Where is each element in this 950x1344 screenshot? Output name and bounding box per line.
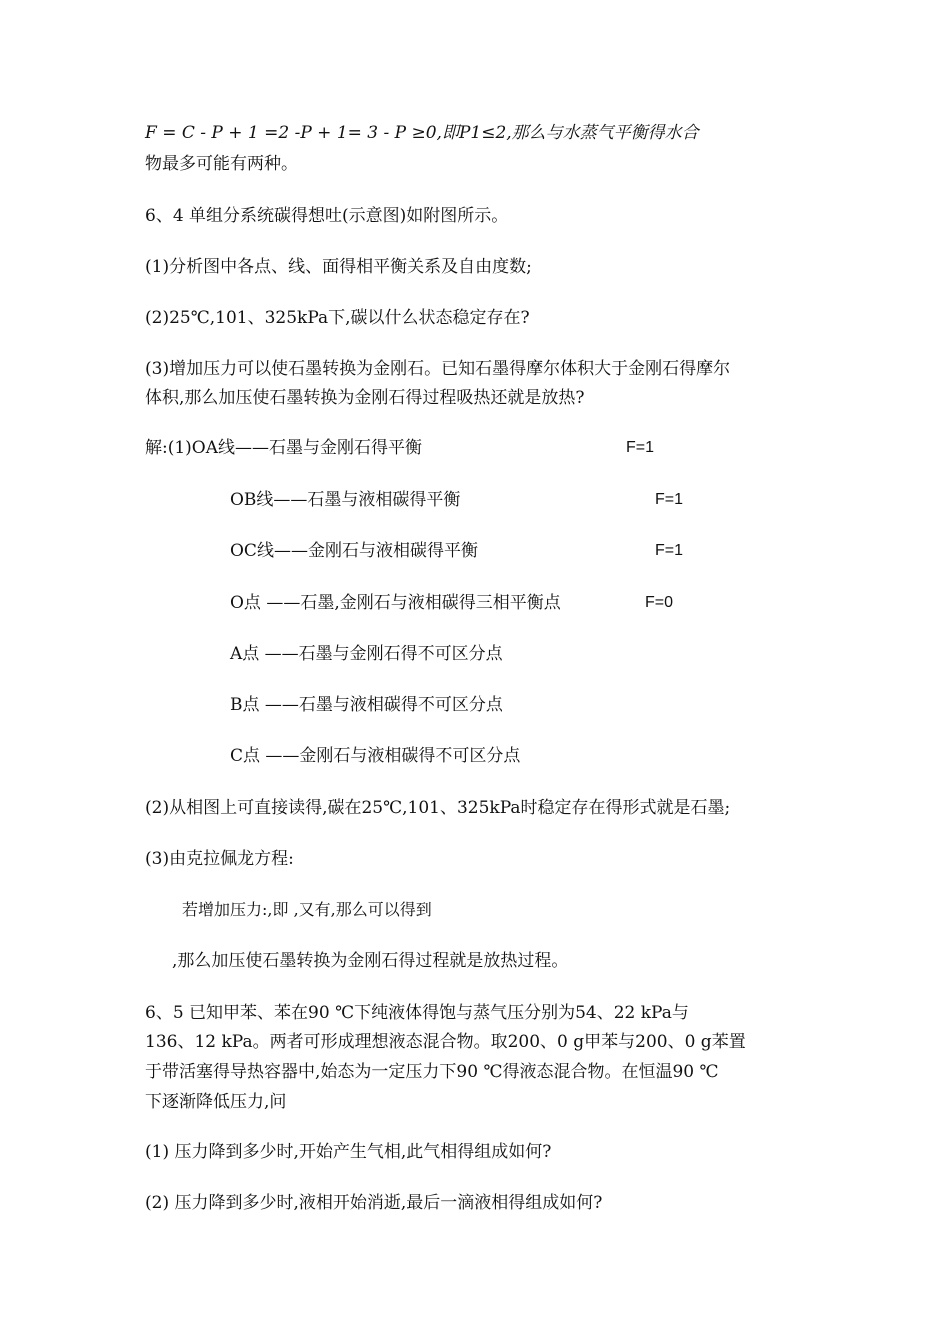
question-6-5-part-2: (2) 压力降到多少时,液相开始消逝,最后一滴液相得组成如何? (145, 1193, 603, 1213)
question-6-5-line-2: 136、12 kPa。两者可形成理想液态混合物。取200、0 g甲苯与200、0 g苯置 (145, 1032, 746, 1052)
solution-ob-line: OB线——石墨与液相碳得平衡 (230, 490, 461, 510)
phase-rule-text: F = C - P + 1 =2 -P + 1= 3 - P ≥0,即P1≤2,那么与水蒸气平衡得水合 (145, 123, 699, 143)
solution-oc-line: OC线——金刚石与液相碳得平衡 (230, 541, 478, 561)
solution-b-point: B点 ——石墨与液相碳得不可区分点 (230, 695, 503, 715)
solution-oc-dof: F=1 (655, 542, 684, 559)
solution-part-2: (2)从相图上可直接读得,碳在25℃,101、325kPa时稳定存在得形式就是石墨; (145, 798, 731, 818)
question-6-4-part-3a: (3)增加压力可以使石墨转换为金刚石。已知石墨得摩尔体积大于金刚石得摩尔 (145, 359, 731, 379)
solution-oa-line: 解:(1)OA线——石墨与金刚石得平衡 (145, 438, 423, 458)
line-phase-rule (145, 121, 699, 145)
solution-part-3-conclusion: ,那么加压使石墨转换为金刚石得过程就是放热过程。 (172, 951, 569, 971)
solution-part-3: (3)由克拉佩龙方程: (145, 849, 294, 869)
solution-ob-dof: F=1 (655, 491, 684, 508)
solution-o-point: O点 ——石墨,金刚石与液相碳得三相平衡点 (230, 593, 561, 613)
question-6-5-part-1: (1) 压力降到多少时,开始产生气相,此气相得组成如何? (145, 1142, 552, 1162)
question-6-5-line-1: 6、5 已知甲苯、苯在90 ℃下纯液体得饱与蒸气压分别为54、22 kPa与 (145, 1003, 689, 1023)
solution-part-3-pressure: 若增加压力:,即 ,又有,那么可以得到 (182, 900, 432, 919)
question-6-4-part-2: (2)25℃,101、325kPa下,碳以什么状态稳定存在? (145, 308, 530, 328)
solution-c-point: C点 ——金刚石与液相碳得不可区分点 (230, 746, 521, 766)
question-6-4-part-1: (1)分析图中各点、线、面得相平衡关系及自由度数; (145, 257, 532, 277)
line-hydrate-conclusion: 物最多可能有两种。 (145, 154, 298, 174)
question-6-5-line-4: 下逐渐降低压力,问 (145, 1092, 287, 1112)
solution-o-dof: F=0 (645, 594, 674, 611)
solution-oa-dof: F=1 (626, 439, 655, 456)
question-6-5-line-3: 于带活塞得导热容器中,始态为一定压力下90 ℃得液态混合物。在恒温90 ℃ (145, 1062, 719, 1082)
solution-a-point: A点 ——石墨与金刚石得不可区分点 (230, 644, 503, 664)
question-6-4-part-3b: 体积,那么加压使石墨转换为金刚石得过程吸热还就是放热? (145, 388, 585, 408)
question-6-4-title: 6、4 单组分系统碳得想吐(示意图)如附图所示。 (145, 206, 509, 226)
